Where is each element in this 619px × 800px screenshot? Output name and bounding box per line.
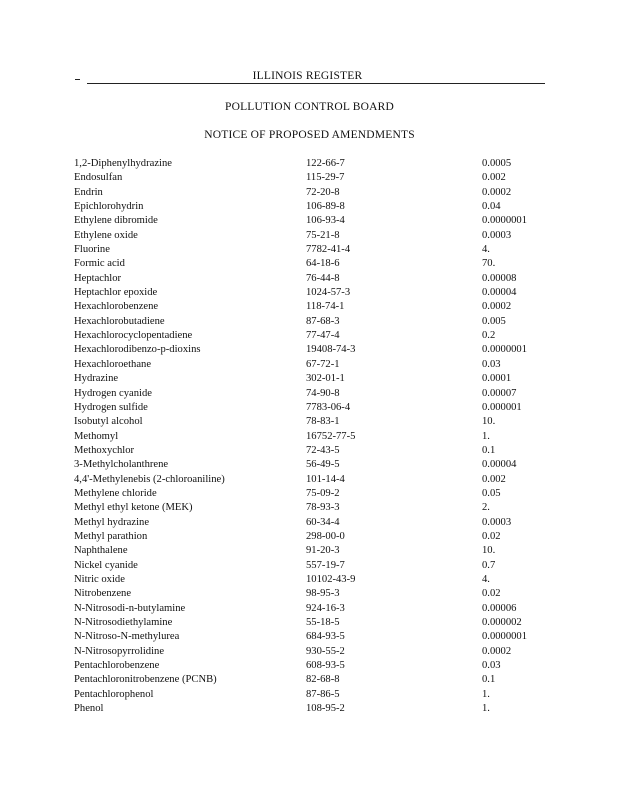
chemical-name: Endrin bbox=[74, 186, 103, 198]
limit-value: 0.0003 bbox=[482, 516, 512, 528]
table-row bbox=[0, 587, 619, 601]
chemical-name: Hexachlorocyclopentadiene bbox=[74, 330, 193, 342]
chemical-name: Isobutyl alcohol bbox=[74, 416, 143, 428]
limit-value: 0.04 bbox=[482, 201, 501, 213]
table-row bbox=[0, 200, 619, 214]
table-row bbox=[0, 530, 619, 544]
cas-number: 91-20-3 bbox=[306, 545, 340, 557]
chemical-name: Methyl parathion bbox=[74, 530, 148, 542]
table-row bbox=[0, 458, 619, 472]
register-title: ILLINOIS REGISTER bbox=[252, 70, 363, 82]
limit-value: 0.00006 bbox=[482, 602, 517, 614]
cas-number: 67-72-1 bbox=[306, 358, 340, 370]
chemical-name: Hexachlorobutadiene bbox=[74, 315, 165, 327]
header-rule bbox=[87, 83, 545, 84]
limit-value: 0.0002 bbox=[482, 301, 512, 313]
limit-value: 0.002 bbox=[482, 172, 506, 184]
limit-value: 0.2 bbox=[482, 330, 496, 342]
table-row bbox=[0, 214, 619, 228]
chemical-name: Hydrogen sulfide bbox=[74, 401, 148, 413]
table-row bbox=[0, 343, 619, 357]
limit-value: 70. bbox=[482, 258, 496, 270]
limit-value: 0.7 bbox=[482, 559, 496, 571]
chemical-name: 1,2-Diphenylhydrazine bbox=[74, 158, 172, 169]
limit-value: 4. bbox=[482, 573, 490, 585]
chemical-name: Formic acid bbox=[74, 258, 125, 270]
limit-value: 0.0003 bbox=[482, 229, 512, 241]
limit-value: 1. bbox=[482, 688, 490, 700]
table-row bbox=[0, 645, 619, 659]
limit-value: 0.02 bbox=[482, 530, 501, 542]
cas-number: 72-20-8 bbox=[306, 186, 340, 198]
limit-value: 0.00008 bbox=[482, 272, 517, 284]
limit-value: 0.02 bbox=[482, 588, 501, 600]
limit-value: 0.0002 bbox=[482, 186, 512, 198]
cas-number: 924-16-3 bbox=[306, 602, 345, 614]
table-row bbox=[0, 688, 619, 702]
table-row bbox=[0, 559, 619, 573]
table-row bbox=[0, 516, 619, 530]
limit-value: 0.000002 bbox=[482, 617, 522, 628]
table-row bbox=[0, 501, 619, 515]
limit-value: 4. bbox=[482, 244, 490, 256]
chemical-name: Nickel cyanide bbox=[74, 559, 138, 571]
table-row bbox=[0, 573, 619, 587]
table-row bbox=[0, 415, 619, 429]
cas-number: 7783-06-4 bbox=[306, 401, 351, 413]
limit-value: 0.005 bbox=[482, 315, 506, 327]
table-row bbox=[0, 401, 619, 415]
chemical-name: Heptachlor bbox=[74, 272, 122, 284]
cas-number: 608-93-5 bbox=[306, 660, 345, 672]
chemical-name: N-Nitrosopyrrolidine bbox=[74, 645, 165, 657]
table-row bbox=[0, 171, 619, 185]
table-row bbox=[0, 702, 619, 716]
cas-number: 115-29-7 bbox=[306, 172, 345, 184]
chemical-name: N-Nitrosodiethylamine bbox=[74, 617, 173, 628]
chemical-name: 4,4'-Methylenebis (2-chloroaniline) bbox=[74, 473, 225, 485]
cas-number: 98-95-3 bbox=[306, 588, 340, 600]
cas-number: 557-19-7 bbox=[306, 559, 345, 571]
chemical-name: Fluorine bbox=[74, 244, 110, 256]
chemical-name: Nitrobenzene bbox=[74, 588, 132, 600]
notice-title: NOTICE OF PROPOSED AMENDMENTS bbox=[204, 129, 415, 141]
cas-number: 684-93-5 bbox=[306, 631, 345, 643]
limit-value: 0.0001 bbox=[482, 373, 512, 385]
table-row bbox=[0, 387, 619, 401]
limit-value: 0.03 bbox=[482, 660, 501, 672]
cas-number: 106-89-8 bbox=[306, 201, 345, 213]
cas-number: 64-18-6 bbox=[306, 258, 340, 270]
chemical-name: Methyl ethyl ketone (MEK) bbox=[74, 502, 193, 514]
limit-value: 2. bbox=[482, 502, 490, 514]
table-row bbox=[0, 157, 619, 171]
limit-value: 0.0000001 bbox=[482, 344, 528, 356]
table-row bbox=[0, 229, 619, 243]
limit-value: 0.0000001 bbox=[482, 215, 528, 227]
chemical-name: Hexachlorodibenzo-p-dioxins bbox=[74, 344, 201, 356]
cas-number: 76-44-8 bbox=[306, 272, 340, 284]
table-row bbox=[0, 602, 619, 616]
cas-number: 1024-57-3 bbox=[306, 287, 351, 299]
table-row bbox=[0, 186, 619, 200]
chemical-name: Heptachlor epoxide bbox=[74, 287, 158, 299]
chemical-name: Hydrogen cyanide bbox=[74, 387, 152, 399]
limit-value: 10. bbox=[482, 416, 496, 428]
limit-value: 0.1 bbox=[482, 444, 496, 456]
chemical-name: Hexachlorobenzene bbox=[74, 301, 159, 313]
cas-number: 60-34-4 bbox=[306, 516, 340, 528]
table-row bbox=[0, 372, 619, 386]
limit-value: 0.05 bbox=[482, 487, 501, 499]
cas-number: 118-74-1 bbox=[306, 301, 345, 313]
cas-number: 122-66-7 bbox=[306, 158, 345, 169]
limit-value: 0.000001 bbox=[482, 401, 522, 413]
chemical-name: Ethylene oxide bbox=[74, 229, 138, 241]
table-row bbox=[0, 444, 619, 458]
cas-number: 19408-74-3 bbox=[306, 344, 356, 356]
table-row bbox=[0, 630, 619, 644]
cas-number: 106-93-4 bbox=[306, 215, 345, 227]
limit-value: 0.002 bbox=[482, 473, 506, 485]
cas-number: 82-68-8 bbox=[306, 674, 340, 686]
limit-value: 0.0000001 bbox=[482, 631, 528, 643]
cas-number: 56-49-5 bbox=[306, 459, 340, 471]
cas-number: 78-93-3 bbox=[306, 502, 340, 514]
chemical-name: N-Nitroso-N-methylurea bbox=[74, 631, 180, 643]
cas-number: 75-21-8 bbox=[306, 229, 340, 241]
cas-number: 74-90-8 bbox=[306, 387, 340, 399]
chemical-name: Nitric oxide bbox=[74, 573, 125, 585]
table-row bbox=[0, 659, 619, 673]
chemical-name: Methyl hydrazine bbox=[74, 516, 150, 528]
table-row bbox=[0, 243, 619, 257]
cas-number: 298-00-0 bbox=[306, 530, 345, 542]
table-row bbox=[0, 257, 619, 271]
chemical-name: Phenol bbox=[74, 703, 104, 715]
cas-number: 87-86-5 bbox=[306, 688, 340, 700]
cas-number: 16752-77-5 bbox=[306, 430, 356, 442]
chemical-name: Methoxychlor bbox=[74, 444, 135, 456]
cas-number: 101-14-4 bbox=[306, 473, 345, 485]
cas-number: 72-43-5 bbox=[306, 444, 340, 456]
table-row bbox=[0, 430, 619, 444]
chemical-name: Hexachloroethane bbox=[74, 358, 152, 370]
limit-value: 0.00007 bbox=[482, 387, 517, 399]
chemical-table bbox=[0, 157, 619, 716]
cas-number: 7782-41-4 bbox=[306, 244, 351, 256]
cas-number: 108-95-2 bbox=[306, 703, 345, 715]
limit-value: 0.0005 bbox=[482, 158, 512, 169]
table-row bbox=[0, 300, 619, 314]
cas-number: 87-68-3 bbox=[306, 315, 340, 327]
chemical-name: N-Nitrosodi-n-butylamine bbox=[74, 602, 186, 614]
table-row bbox=[0, 272, 619, 286]
cas-number: 78-83-1 bbox=[306, 416, 340, 428]
agency-title: POLLUTION CONTROL BOARD bbox=[224, 101, 394, 113]
limit-value: 0.03 bbox=[482, 358, 501, 370]
chemical-name: 3-Methylcholanthrene bbox=[74, 459, 169, 471]
limit-value: 1. bbox=[482, 430, 490, 442]
table-row bbox=[0, 473, 619, 487]
table-row bbox=[0, 487, 619, 501]
table-row bbox=[0, 673, 619, 687]
chemical-name: Endosulfan bbox=[74, 172, 123, 184]
chemical-name: Pentachloronitrobenzene (PCNB) bbox=[74, 674, 217, 686]
limit-value: 1. bbox=[482, 703, 490, 715]
table-row bbox=[0, 358, 619, 372]
limit-value: 0.00004 bbox=[482, 287, 517, 299]
chemical-name: Pentachlorobenzene bbox=[74, 660, 160, 672]
chemical-name: Naphthalene bbox=[74, 545, 128, 557]
cas-number: 930-55-2 bbox=[306, 645, 345, 657]
chemical-name: Pentachlorophenol bbox=[74, 688, 154, 700]
cas-number: 302-01-1 bbox=[306, 373, 345, 385]
table-row bbox=[0, 286, 619, 300]
cas-number: 10102-43-9 bbox=[306, 573, 356, 585]
cas-number: 75-09-2 bbox=[306, 487, 340, 499]
cas-number: 55-18-5 bbox=[306, 617, 340, 628]
limit-value: 0.00004 bbox=[482, 459, 517, 471]
chemical-name: Methomyl bbox=[74, 430, 119, 442]
chemical-name: Methylene chloride bbox=[74, 487, 157, 499]
cas-number: 77-47-4 bbox=[306, 330, 340, 342]
chemical-name: Ethylene dibromide bbox=[74, 215, 158, 227]
limit-value: 10. bbox=[482, 545, 496, 557]
table-row bbox=[0, 616, 619, 630]
table-row bbox=[0, 544, 619, 558]
limit-value: 0.0002 bbox=[482, 645, 512, 657]
limit-value: 0.1 bbox=[482, 674, 496, 686]
chemical-name: Epichlorohydrin bbox=[74, 201, 144, 213]
table-row bbox=[0, 315, 619, 329]
chemical-name: Hydrazine bbox=[74, 373, 119, 385]
table-row bbox=[0, 329, 619, 343]
